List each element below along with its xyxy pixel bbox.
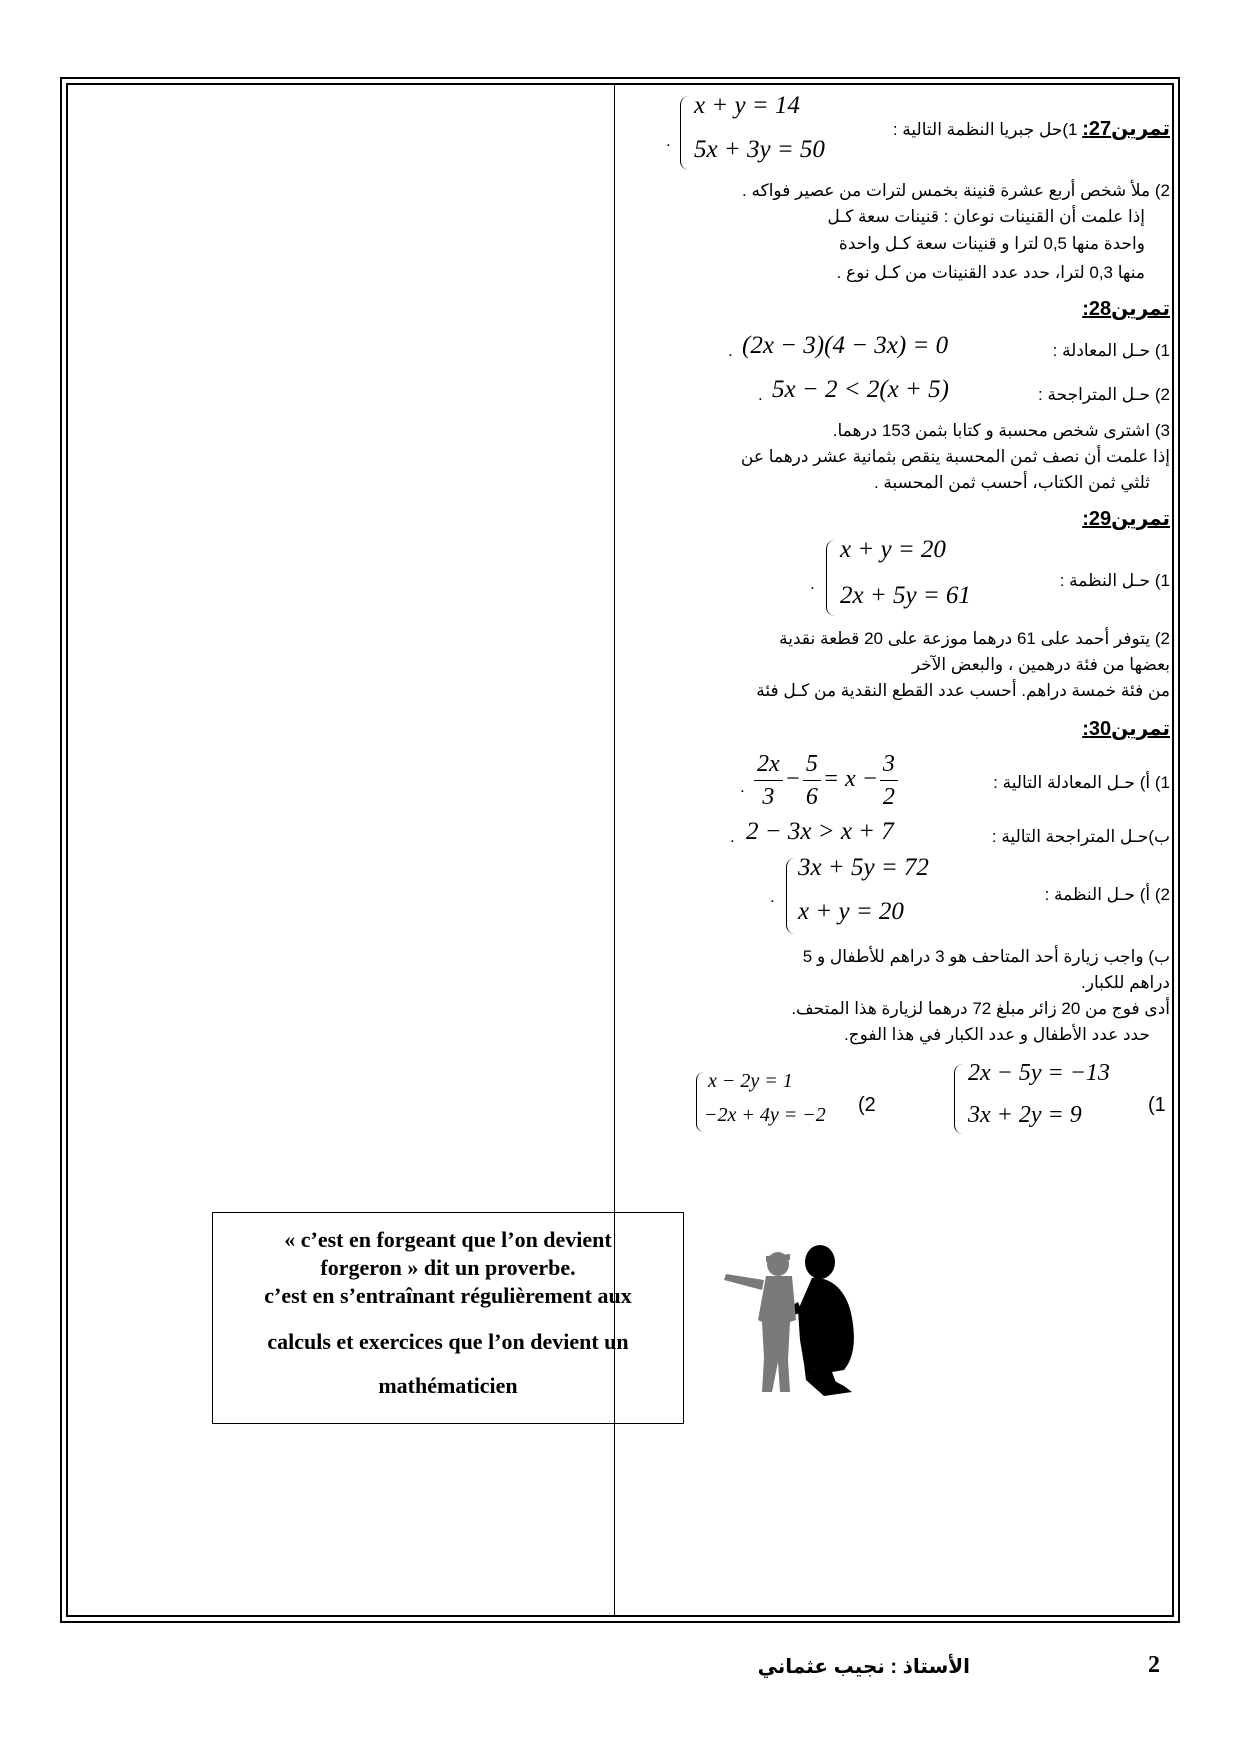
child-silhouette xyxy=(724,1252,796,1392)
ex30-frac1-den: 3 xyxy=(762,784,775,810)
ex30-q1a-dot: . xyxy=(740,777,745,796)
ex27-line3: واحدة منها 0,5 لترا و قنينات سعة كـل واحدة xyxy=(838,234,1145,253)
quote-line1: « c’est en forgeant que l’on devient xyxy=(284,1227,612,1252)
ex30-line3: أدى فوج من 20 زائر مبلغ 72 درهما لزيارة هذا المتحف. xyxy=(791,999,1170,1018)
ex30-system1-eq2: 3x + 2y = 9 xyxy=(968,1102,1082,1128)
quote-line3: c’est en s’entraînant régulièrement aux xyxy=(264,1283,632,1308)
ex30-system2-brace xyxy=(696,1072,704,1132)
ex28-q1-label: 1) حـل المعادلة : xyxy=(1052,341,1170,360)
ex30-frac3-den: 2 xyxy=(882,784,895,810)
ex30-q1b-dot: . xyxy=(730,827,735,846)
ex30-q1b-inequality: 2 − 3x > x + 7 xyxy=(746,818,894,845)
ex30-system2-eq1: x − 2y = 1 xyxy=(708,1070,793,1092)
ex28-q2-label: 2) حـل المتراجحة : xyxy=(1038,385,1170,404)
ex30-frac1 xyxy=(754,748,783,813)
ex28-q2-inequality: 5x − 2 < 2(x + 5) xyxy=(772,376,949,403)
ex27-dot: . xyxy=(666,131,671,150)
ex30-sys-eq1: 3x + 5y = 72 xyxy=(798,854,929,881)
ex29-dot: . xyxy=(810,574,815,593)
page-number: 2 xyxy=(1148,1652,1160,1678)
ex28-line3: ثلثي ثمن الكتاب، أحسب ثمن المحسبة . xyxy=(873,473,1150,492)
ex30-frac3-num: 3 xyxy=(880,748,898,781)
ex30-eq-mid: = x − xyxy=(822,766,878,793)
ex29-brace xyxy=(826,540,835,616)
ex30-system1-eq1: 2x − 5y = −13 xyxy=(968,1060,1110,1086)
ex28-line2: إذا علمت أن نصف ثمن المحسبة ينقص بثمانية عشر درهما عن xyxy=(740,447,1170,466)
ex30-line1: ب) واجب زيارة أحد المتاحف هو 3 دراهم للأطفال و 5 xyxy=(802,947,1170,966)
ex30-frac2-num: 5 xyxy=(803,748,821,781)
ex30-q2a-label: 2) أ) حـل النظمة : xyxy=(1044,885,1170,904)
ex29-title: تمرين29: xyxy=(1082,508,1170,530)
ex27-line4: منها 0,3 لترا، حدد عدد القنينات من كـل نوع . xyxy=(836,263,1145,282)
ex29-sys-eq1: x + y = 20 xyxy=(840,536,946,563)
quote-line4: calculs et exercices que l’on devient un xyxy=(267,1329,629,1354)
ex30-minus: − xyxy=(784,766,801,793)
ex29-line1: 2) يتوفر أحمد على 61 درهما موزعة على 20 قطعة نقدية xyxy=(779,629,1170,648)
ex30-frac3 xyxy=(880,748,898,813)
ex28-q1-dot: . xyxy=(728,341,733,360)
ex30-frac2-den: 6 xyxy=(805,784,818,810)
ex30-system1-brace xyxy=(954,1064,963,1134)
ex27-line2: إذا علمت أن القنينات نوعان : قنينات سعة كـل xyxy=(827,207,1145,226)
ex30-q2a-dot: . xyxy=(770,887,775,906)
ex30-frac2 xyxy=(803,748,821,813)
ex30-sys-eq2: x + y = 20 xyxy=(798,898,904,925)
ex29-sys-eq2: 2x + 5y = 61 xyxy=(840,582,971,609)
ex28-q1-equation: (2x − 3)(4 − 3x) = 0 xyxy=(742,332,949,359)
ex30-line2: دراهم للكبار. xyxy=(1081,973,1170,992)
ex27-brace xyxy=(680,96,689,170)
ex29-line2: بعضها من فئة درهمين ، والبعض الآخر xyxy=(911,655,1170,674)
ex27-heading xyxy=(893,118,1170,141)
ex30-q1a-equation xyxy=(752,748,900,813)
ex30-system1-label: (1 xyxy=(1148,1094,1166,1116)
ex28-q2-dot: . xyxy=(758,385,763,404)
ex29-line3: من فئة خمسة دراهم. أحسب عدد القطع النقدية من كـل فئة xyxy=(756,681,1170,700)
proverb-quote-box xyxy=(212,1212,684,1424)
ex27-line1: 2) ملأ شخص أربع عشرة قنينة بخمس لترات من عصير فواكه . xyxy=(742,181,1170,200)
ex30-brace xyxy=(786,858,795,934)
ex30-title: تمرين30: xyxy=(1082,718,1170,740)
quote-line5: mathématicien xyxy=(378,1373,518,1398)
ex30-q1a-label: 1) أ) حـل المعادلة التالية : xyxy=(993,773,1170,792)
quote-line2: forgeron » dit un proverbe. xyxy=(320,1255,576,1280)
ex28-line1: 3) اشترى شخص محسبة و كتابا بثمن 153 درهما. xyxy=(832,421,1170,440)
ex27-q1: 1)حل جبريا النظمة التالية : xyxy=(892,120,1078,139)
ex28-title: تمرين28: xyxy=(1082,298,1170,320)
ex30-line4: حدد عدد الأطفال و عدد الكبار في هذا الفوج. xyxy=(843,1025,1150,1044)
ex27-sys-eq2: 5x + 3y = 50 xyxy=(694,136,825,163)
ex30-system2-label: (2 xyxy=(858,1094,876,1116)
ex30-system2-eq2: −2x + 4y = −2 xyxy=(704,1104,826,1126)
adult-child-silhouette-illustration xyxy=(720,1240,880,1400)
ex30-q1b-label: ب)حـل المتراجحة التالية : xyxy=(991,827,1170,846)
ex29-q1-label: 1) حـل النظمة : xyxy=(1059,571,1170,590)
ex27-title: تمرين27: xyxy=(1082,118,1170,140)
ex27-sys-eq1: x + y = 14 xyxy=(694,92,800,119)
teacher-name: الأستاذ : نجيب عثماني xyxy=(757,1656,970,1678)
ex30-frac1-num: 2x xyxy=(754,748,783,781)
